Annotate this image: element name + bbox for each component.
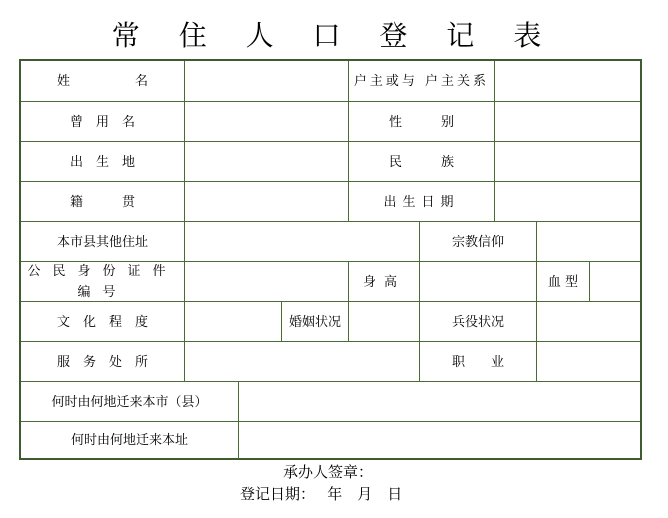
occupation-field[interactable] <box>536 342 640 382</box>
other-address-field[interactable] <box>184 222 419 262</box>
gender-field[interactable] <box>494 102 640 142</box>
label-moved-to-address: 何时由何地迁来本址 <box>70 433 188 448</box>
table-row <box>21 221 640 262</box>
label-moved-to-city: 何时由何地迁来本市（县） <box>51 394 208 410</box>
former-name-field[interactable] <box>184 102 348 142</box>
blood-type-field[interactable] <box>589 262 640 302</box>
table-row <box>21 181 640 222</box>
label-gender: 性 别 <box>348 102 494 142</box>
marital-status-field[interactable] <box>348 302 419 342</box>
registration-form-table <box>19 59 642 460</box>
label-religion: 宗教信仰 <box>419 222 536 262</box>
label-marital-status: 婚姻状况 <box>281 302 348 342</box>
label-military-status: 兵役状况 <box>419 302 536 342</box>
label-birth-date: 出生日期 <box>348 182 494 222</box>
form-title: 常 住 人 口 登 记 表 <box>111 19 557 52</box>
height-field[interactable] <box>419 262 536 302</box>
moved-to-city-field[interactable] <box>238 382 640 422</box>
military-status-field[interactable] <box>536 302 640 342</box>
birth-date-field[interactable] <box>494 182 640 222</box>
label-education: 文 化 程 度 <box>56 314 148 330</box>
table-row <box>21 141 640 182</box>
table-row <box>21 301 640 342</box>
ethnicity-field[interactable] <box>494 142 640 182</box>
label-height: 身高 <box>348 262 419 302</box>
label-workplace: 服 务 处 所 <box>56 354 148 370</box>
table-row <box>21 261 640 302</box>
label-ethnicity: 民 族 <box>348 142 494 182</box>
label-id-number: 公民身份证件编号 <box>27 264 178 300</box>
table-row <box>21 421 640 459</box>
table-row <box>21 341 640 382</box>
religion-field[interactable] <box>536 222 640 262</box>
label-birthplace: 出 生 地 <box>69 154 135 170</box>
education-field[interactable] <box>184 302 281 342</box>
label-former-name: 曾 用 名 <box>69 114 135 130</box>
label-other-address: 本市县其他住址 <box>56 234 148 250</box>
label-blood-type: 血 型 <box>536 262 589 302</box>
label-relation-to-head: 户主或与 户主关系 <box>348 61 494 101</box>
table-row <box>21 381 640 422</box>
relation-to-head-field[interactable] <box>494 61 640 101</box>
workplace-field[interactable] <box>184 342 419 382</box>
handler-signature-label: 承办人签章： <box>283 463 374 481</box>
birthplace-field[interactable] <box>184 142 348 182</box>
table-row <box>21 101 640 142</box>
id-number-field[interactable] <box>184 262 348 302</box>
native-place-field[interactable] <box>184 182 348 222</box>
table-row <box>21 61 640 101</box>
moved-to-address-field[interactable] <box>238 422 640 459</box>
label-occupation: 职 业 <box>419 342 536 382</box>
name-field[interactable] <box>184 61 348 101</box>
label-name: 姓 名 <box>56 73 148 89</box>
registration-date-label: 登记日期： 年 月 日 <box>240 485 403 503</box>
label-native-place: 籍 贯 <box>69 194 135 210</box>
